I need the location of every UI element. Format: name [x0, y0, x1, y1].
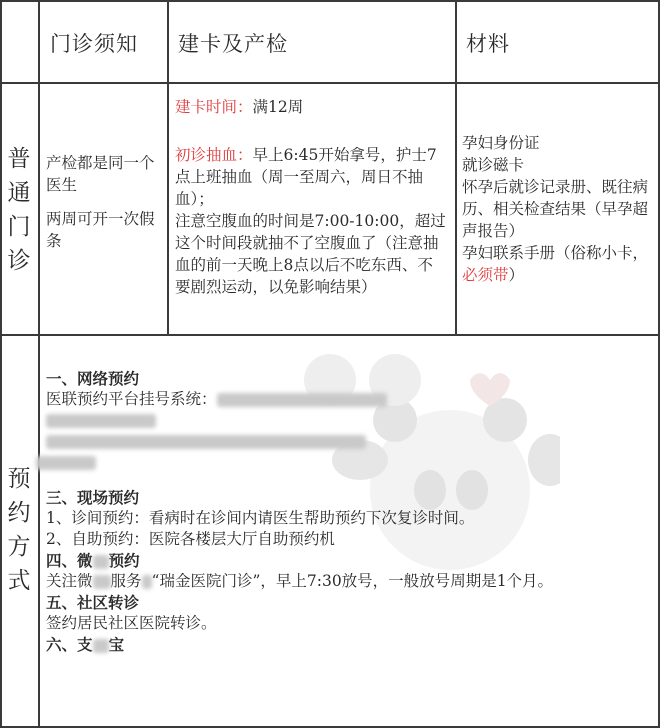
redacted-block	[36, 456, 96, 470]
section-community-title: 五、社区转诊	[46, 593, 140, 612]
table-border-left	[0, 0, 2, 728]
general-notes	[46, 152, 162, 252]
materials-list	[462, 132, 654, 286]
redacted-block	[93, 555, 109, 569]
material-records: 怀孕后就诊记录册、既往病历、相关检查结果（早孕超声报告）	[462, 178, 649, 240]
fasting-text: 注意空腹血的时间是7:00-10:00，超过这个时间段就抽不了空腹血了（注意抽血的前一天晚上8点以后不吃东西、不要剧烈运动，以免影响结果）	[175, 212, 446, 296]
redacted-block	[93, 639, 109, 653]
wechat-title-part-a: 四、微	[46, 551, 93, 570]
section-onsite-title: 三、现场预约	[46, 488, 140, 507]
header-col1: 门诊须知	[50, 32, 138, 56]
booking-methods	[46, 368, 654, 655]
section-online-line1	[46, 389, 654, 410]
redacted-block	[142, 575, 152, 589]
wechat-title-part-b: 预约	[108, 551, 140, 570]
material-contact-booklet	[462, 242, 654, 286]
table-divider-row1	[0, 82, 660, 84]
section-alipay-title	[46, 634, 654, 655]
redacted-line	[46, 410, 654, 431]
header-col2: 建卡及产检	[178, 32, 288, 56]
section-onsite-line2: 2、自助预约：医院各楼层大厅自助预约机	[46, 530, 335, 548]
note-same-doctor: 产检都是同一个医生	[46, 154, 155, 194]
redacted-line	[46, 431, 654, 452]
alipay-title-part-b: 宝	[108, 635, 125, 654]
wechat-line-part-c: “瑞金医院门诊”，早上7:30放号，一般放号周期是1个月。	[151, 572, 554, 590]
note-sick-leave: 两周可开一次假条	[46, 210, 155, 250]
material-id-card: 孕妇身份证	[462, 134, 540, 152]
online-platform-label: 医联预约平台挂号系统：	[46, 390, 217, 408]
card-and-checkup	[175, 96, 447, 298]
blood-text: 早上6:45开始拿号，护士7点上班抽血（周一至周六，周日不抽血）；	[175, 146, 437, 208]
material-magnetic-card: 就诊磁卡	[462, 156, 525, 174]
header-col3: 材料	[466, 32, 510, 56]
section-onsite-line1: 1、诊间预约：看病时在诊间内请医生帮助预约下次复诊时间。	[46, 509, 475, 527]
row-label-general: 普通门诊	[7, 146, 31, 274]
redacted-line	[46, 452, 654, 473]
redacted-block	[93, 575, 111, 589]
row-label-booking: 预约方式	[7, 466, 31, 594]
redacted-block	[46, 414, 156, 428]
card-time-line	[175, 96, 447, 118]
blood-line	[175, 144, 447, 210]
section-wechat-line1	[46, 571, 654, 592]
table-divider-col3	[455, 0, 457, 334]
material-required-note: 必须带	[462, 266, 509, 284]
blood-label: 初诊抽血：	[175, 146, 253, 164]
wechat-line-part-a: 关注微	[46, 572, 93, 590]
card-time-value: 满12周	[252, 98, 304, 116]
table-divider-col1	[38, 0, 40, 728]
section-online-title: 一、网络预约	[46, 369, 140, 388]
card-time-label: 建卡时间：	[175, 98, 253, 116]
redacted-block	[46, 435, 366, 449]
alipay-title-part-a: 六、支	[46, 635, 93, 654]
table-border-top	[0, 0, 660, 2]
redacted-block	[217, 393, 387, 407]
material-contact-before: 孕妇联系手册（俗称小卡，	[462, 244, 649, 262]
section-community-line1: 签约居民社区医院转诊。	[46, 614, 217, 632]
material-contact-after: ）	[508, 266, 525, 284]
table-divider-col2	[167, 0, 169, 334]
wechat-line-part-b: 服务	[110, 572, 142, 590]
section-wechat-title	[46, 550, 654, 571]
